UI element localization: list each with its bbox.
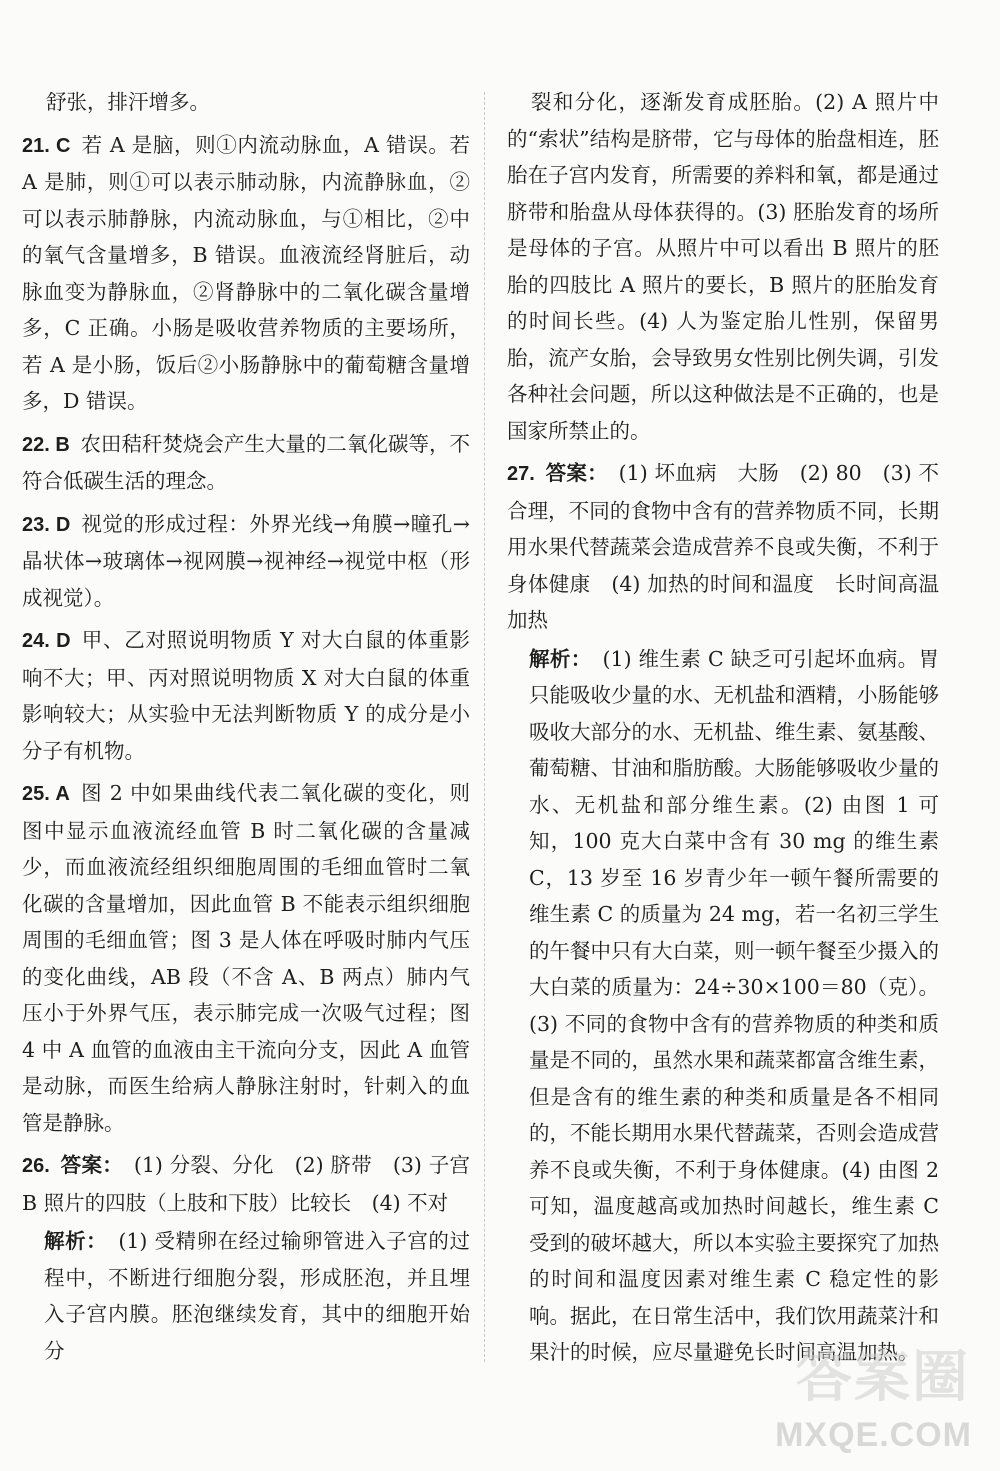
continuation-text: 裂和分化，逐渐发育成胚胎。(2) A 照片中的“索状”结构是脐带，它与母体的胎盘相连，胚胎在子宫内发育，所需要的养料和氧，都是通过脐带和胎盘从母体获得的。(3) 胚胎发育的场所是母体的子宫。从照片中可以看出 B 照片的胚胎的四肢比 A 照片的要长，B 照片的胚胎发育的时间长些。(4) 人为鉴定胎儿性别，保留男胎，流产女胎，会导致男女性别比例失调，引发各种社会问题，所以这种做法是不正确的，也是国家所禁止的。 bbox=[507, 90, 939, 443]
analysis-text: (1) 受精卵在经过输卵管进入子宫的过程中，不断进行细胞分裂，形成胚泡，并且埋入子宫内膜。胚泡继续发育，其中的细胞开始分 bbox=[44, 1229, 470, 1363]
watermark-logo bbox=[758, 1337, 978, 1457]
answer-label: 答案： bbox=[60, 1153, 124, 1177]
item-text: 农田秸秆焚烧会产生大量的二氧化碳等，不符合低碳生活的理念。 bbox=[22, 431, 470, 493]
answer-item-21 bbox=[22, 127, 470, 420]
column-divider bbox=[484, 92, 485, 1362]
answer-item-26 bbox=[22, 1147, 491, 1369]
item-number: 23. D bbox=[22, 513, 71, 536]
answer-item-23 bbox=[22, 506, 470, 617]
analysis-text: (1) 维生素 C 缺乏可引起坏血病。胃只能吸收少量的水、无机盐和酒精，小肠能够吸收大部分的水、无机盐、维生素、氨基酸、葡萄糖、甘油和脂肪酸。大肠能够吸收少量的水、无机盐和部分维生素。(2) 由图 1 可知，100 克大白菜中含有 30 mg 的维生素 C，13 岁至 16 岁青少年一顿午餐所需要的维生素 C 的质量为 24 mg，若一名初三学生的午餐中只有大白菜，则一顿午餐至少摄入的大白菜的质量为：24÷30×100＝80（克）。(3) 不同的食物中含有的营养物质的种类和质量是不同的，虽然水果和蔬菜都富含维生素，但是含有的维生素的种类和质量是各不相同的，不能长期用水果代替蔬菜，否则会造成营养不良或失衡，不利于身体健康。(4) 由图 2 可知，温度越高或加热时间越长，维生素 C 受到的破坏越大，所以本实验主要探究了加热的时间和温度因素对维生素 C 稳定性的影响。据此，在日常生活中，我们饮用蔬菜汁和果汁的时候，应尽量避免长时间高温加热。 bbox=[529, 646, 939, 1364]
continuation-text: 舒张，排汗增多。 bbox=[46, 90, 210, 114]
item-text: 图 2 中如果曲线代表二氧化碳的变化，则图中显示血液流经血管 B 时二氧化碳的含量减少，而血液流经组织细胞周围的毛细血管时二氧化碳的含量增加，因此血管 B 不能表示组织细胞周围的毛细血管；图 3 是人体在呼吸时肺内气压的变化曲线，AB 段（不含 A、B 两点）肺内气压小于外界气压，表示肺完成一次吸气过程；图 4 中 A 血管的血液由主干流向分支，因此 A 血管是动脉，而医生给病人静脉注射时，针刺入的血管是静脉。 bbox=[22, 781, 470, 1135]
item-number: 27. bbox=[507, 463, 535, 485]
left-column bbox=[22, 84, 491, 1375]
item-text: 若 A 是脑，则①内流动脉血，A 错误。若 A 是肺，则①可以表示肺动脉，内流静脉血，②可以表示肺静脉，内流动脉血，与①相比，②中的氧气含量增多，B 错误。血液流经肾脏后，动脉血变为静脉血，②肾静脉中的二氧化碳含量增多，C 正确。小肠是吸收营养物质的主要场所，若 A 是小肠，饭后②小肠静脉中的葡萄糖含量增多，D 错误。 bbox=[22, 132, 470, 413]
item-number: 24. D bbox=[22, 630, 71, 652]
answer-label: 答案： bbox=[545, 461, 608, 485]
item-number: 26. bbox=[22, 1155, 50, 1177]
item-number: 22. B bbox=[22, 433, 70, 456]
analysis-block bbox=[22, 1223, 470, 1369]
analysis-label: 解析： bbox=[44, 1229, 108, 1253]
item-number: 21. C bbox=[22, 134, 71, 157]
watermark-site: MXQE.COM bbox=[775, 1416, 972, 1454]
answer-text: (1) 坏血病 大肠 (2) 80 (3) 不合理，不同的食物中含有的营养物质不同，长期用水果代替蔬菜会造成营养不良或失衡，不利于身体健康 (4) 加热的时间和温度 长时间高温加热 bbox=[507, 461, 939, 632]
item-text: 视觉的形成过程：外界光线→角膜→瞳孔→晶状体→玻璃体→视网膜→视神经→视觉中枢（形成视觉）。 bbox=[22, 511, 470, 610]
answer-text: (1) 分裂、分化 (2) 脐带 (3) 子宫 B 照片的四肢（上肢和下肢）比较长 (4) 不对 bbox=[22, 1153, 491, 1215]
item-number: 25. A bbox=[22, 783, 70, 805]
answer-item-27 bbox=[507, 455, 939, 1371]
answer-item-25 bbox=[22, 775, 470, 1141]
right-column bbox=[507, 84, 939, 1377]
item-text: 甲、乙对照说明物质 Y 对大白鼠的体重影响不大；甲、丙对照说明物质 X 对大白鼠的体重影响较大；从实验中无法判断物质 Y 的成分是小分子有机物。 bbox=[22, 628, 470, 763]
analysis-label: 解析： bbox=[529, 646, 592, 671]
answer-item-24 bbox=[22, 622, 470, 769]
answer-item-22 bbox=[22, 426, 470, 500]
analysis-block bbox=[507, 641, 939, 1371]
watermark-text: 答案圈 bbox=[796, 1345, 970, 1410]
